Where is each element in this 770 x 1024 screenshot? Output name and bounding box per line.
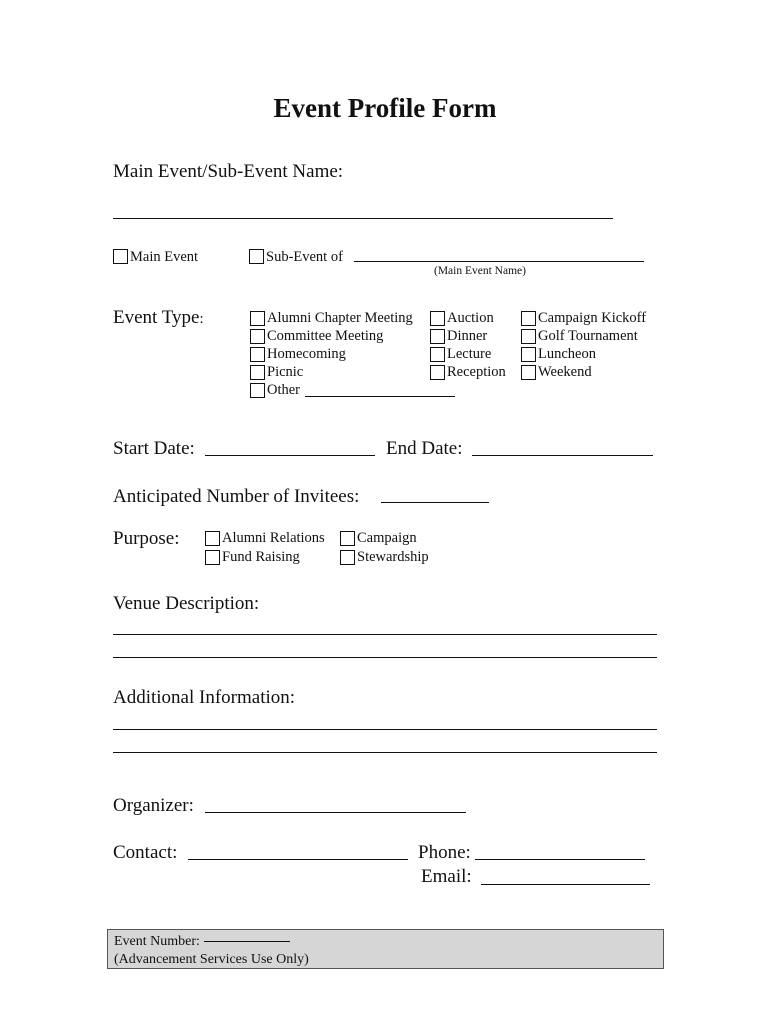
type-golf-tournament: Golf Tournament — [538, 328, 638, 344]
purpose-label: Purpose: — [113, 528, 180, 549]
type-weekend-checkbox[interactable] — [521, 365, 536, 380]
type-picnic-checkbox[interactable] — [250, 365, 265, 380]
type-dinner-checkbox[interactable] — [430, 329, 445, 344]
type-alumni-chapter-meeting: Alumni Chapter Meeting — [267, 310, 413, 326]
start-date-label: Start Date: — [113, 438, 195, 459]
sub-event-label: Sub-Event of — [266, 249, 343, 265]
type-weekend: Weekend — [538, 364, 592, 380]
contact-label: Contact: — [113, 842, 178, 863]
type-campaign-kickoff: Campaign Kickoff — [538, 310, 647, 326]
venue-line-1[interactable] — [113, 634, 657, 635]
event-number-line[interactable] — [204, 941, 290, 942]
type-other-checkbox[interactable] — [250, 383, 265, 398]
sub-event-checkbox[interactable] — [249, 249, 264, 264]
type-committee-meeting: Committee Meeting — [267, 328, 384, 344]
type-auction: Auction — [447, 310, 494, 326]
main-event-name-line[interactable] — [354, 261, 644, 262]
additional-info-line-2[interactable] — [113, 752, 657, 753]
invitees-line[interactable] — [381, 502, 489, 503]
additional-info-label: Additional Information: — [113, 687, 296, 708]
staff-use-box — [107, 929, 664, 969]
type-luncheon: Luncheon — [538, 346, 596, 362]
page-title: Event Profile Form — [273, 93, 497, 123]
purpose-campaign: Campaign — [357, 530, 417, 546]
additional-info-line-1[interactable] — [113, 729, 657, 730]
purpose-alumni-relations: Alumni Relations — [222, 530, 325, 546]
type-dinner: Dinner — [447, 328, 488, 344]
email-line[interactable] — [481, 884, 650, 885]
type-other-line[interactable] — [305, 396, 455, 397]
invitees-label: Anticipated Number of Invitees: — [113, 486, 360, 507]
type-lecture: Lecture — [447, 346, 492, 362]
end-date-label: End Date: — [386, 438, 463, 459]
type-homecoming: Homecoming — [267, 346, 346, 362]
type-campaign-kickoff-checkbox[interactable] — [521, 311, 536, 326]
start-date-line[interactable] — [205, 455, 375, 456]
organizer-line[interactable] — [205, 812, 466, 813]
type-committee-meeting-checkbox[interactable] — [250, 329, 265, 344]
purpose-campaign-checkbox[interactable] — [340, 531, 355, 546]
type-lecture-checkbox[interactable] — [430, 347, 445, 362]
event-type-label: Event Type: — [113, 307, 204, 328]
purpose-fund-raising-checkbox[interactable] — [205, 550, 220, 565]
type-auction-checkbox[interactable] — [430, 311, 445, 326]
main-event-label: Main Event — [130, 249, 199, 265]
purpose-alumni-relations-checkbox[interactable] — [205, 531, 220, 546]
type-golf-tournament-checkbox[interactable] — [521, 329, 536, 344]
type-picnic: Picnic — [267, 364, 304, 380]
purpose-stewardship: Stewardship — [357, 549, 429, 565]
event-number-label: Event Number: — [114, 934, 200, 949]
type-luncheon-checkbox[interactable] — [521, 347, 536, 362]
main-event-checkbox[interactable] — [113, 249, 128, 264]
purpose-stewardship-checkbox[interactable] — [340, 550, 355, 565]
venue-line-2[interactable] — [113, 657, 657, 658]
venue-label: Venue Description: — [113, 593, 260, 614]
main-event-name-caption: (Main Event Name) — [434, 265, 526, 277]
phone-line[interactable] — [475, 859, 645, 860]
event-name-line[interactable] — [113, 218, 613, 219]
type-reception-checkbox[interactable] — [430, 365, 445, 380]
event-name-label: Main Event/Sub-Event Name: — [113, 161, 344, 182]
email-label: Email: — [421, 866, 472, 887]
end-date-line[interactable] — [472, 455, 653, 456]
staff-use-note: (Advancement Services Use Only) — [114, 952, 309, 967]
type-homecoming-checkbox[interactable] — [250, 347, 265, 362]
purpose-fund-raising: Fund Raising — [222, 549, 300, 565]
organizer-label: Organizer: — [113, 795, 194, 816]
type-alumni-chapter-meeting-checkbox[interactable] — [250, 311, 265, 326]
type-other: Other — [267, 382, 301, 398]
type-reception: Reception — [447, 364, 506, 380]
phone-label: Phone: — [418, 842, 471, 863]
contact-line[interactable] — [188, 859, 408, 860]
